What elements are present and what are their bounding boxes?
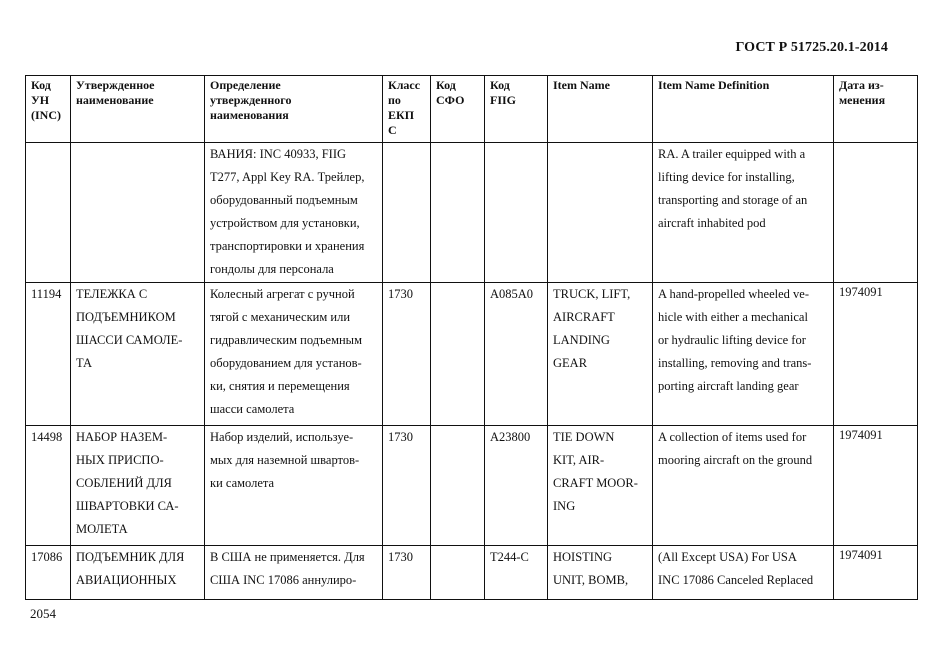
cell-class: 1730 xyxy=(383,426,431,546)
text-line: Определение xyxy=(210,78,281,92)
text-line: ПОДЪЕМНИКОМ xyxy=(76,310,176,324)
col-header-fiig xyxy=(485,76,548,143)
text-line: hicle with either a mechanical xyxy=(658,310,808,324)
cell-item-definition xyxy=(653,426,834,546)
table-row xyxy=(26,546,918,600)
text-line: НАБОР НАЗЕМ- xyxy=(76,430,168,444)
text-line: CRAFT MOOR- xyxy=(553,476,638,490)
cell-fiig: A23800 xyxy=(485,426,548,546)
text-line: оборудованием для установ- xyxy=(210,356,362,370)
text-line: A collection of items used for xyxy=(658,430,807,444)
text-line: lifting device for installing, xyxy=(658,170,795,184)
text-line: porting aircraft landing gear xyxy=(658,379,799,393)
table-row xyxy=(26,426,918,546)
text-line: Код xyxy=(490,78,510,92)
text-line: T277, Appl Key RA. Трейлер, xyxy=(210,170,365,184)
text-line: ПОДЪЕМНИК ДЛЯ xyxy=(76,550,185,564)
text-line: шасси самолета xyxy=(210,402,295,416)
text-line: Item Name xyxy=(553,78,610,92)
cell-definition xyxy=(205,143,383,283)
cell-date: 1974091 xyxy=(834,426,918,546)
text-line: США INC 17086 аннулиро- xyxy=(210,573,357,587)
cell-item-name xyxy=(548,283,653,426)
text-line: Код xyxy=(31,78,51,92)
text-line: В США не применяется. Для xyxy=(210,550,365,564)
cell-item-definition xyxy=(653,546,834,600)
col-header-class xyxy=(383,76,431,143)
cell-class: 1730 xyxy=(383,283,431,426)
cell-date xyxy=(834,143,918,283)
cell-fiig xyxy=(485,143,548,283)
table-row xyxy=(26,143,918,283)
text-line: ТА xyxy=(76,356,93,370)
text-line: (INC) xyxy=(31,108,61,122)
cell-fiig: T244-C xyxy=(485,546,548,600)
cell-name xyxy=(71,283,205,426)
cell-sfo xyxy=(431,546,485,600)
text-line: ШАССИ САМОЛЕ- xyxy=(76,333,183,347)
text-line: FIIG xyxy=(490,93,517,107)
text-line: TRUCK, LIFT, xyxy=(553,287,631,301)
col-header-inc xyxy=(26,76,71,143)
text-line: ВАНИЯ: INC 40933, FIIG xyxy=(210,147,347,161)
nomenclature-table xyxy=(25,75,918,600)
cell-fiig: A085A0 xyxy=(485,283,548,426)
cell-definition xyxy=(205,426,383,546)
cell-sfo xyxy=(431,283,485,426)
text-line: Дата из- xyxy=(839,78,884,92)
text-line: Утвержденное xyxy=(76,78,155,92)
cell-class: 1730 xyxy=(383,546,431,600)
col-header-date xyxy=(834,76,918,143)
header-row xyxy=(26,76,918,143)
cell-inc: 14498 xyxy=(26,426,71,546)
col-header-item-name xyxy=(548,76,653,143)
col-header-sfo xyxy=(431,76,485,143)
text-line: INC 17086 Canceled Replaced xyxy=(658,573,814,587)
cell-definition xyxy=(205,546,383,600)
cell-item-name xyxy=(548,546,653,600)
text-line: мых для наземной швартов- xyxy=(210,453,360,467)
text-line: ШВАРТОВКИ СА- xyxy=(76,499,179,513)
text-line: AIRCRAFT xyxy=(553,310,615,324)
text-line: оборудованный подъемным xyxy=(210,193,358,207)
text-line: TIE DOWN xyxy=(553,430,615,444)
col-header-item-definition xyxy=(653,76,834,143)
text-line: менения xyxy=(839,93,886,107)
cell-inc xyxy=(26,143,71,283)
text-line: or hydraulic lifting device for xyxy=(658,333,806,347)
cell-name xyxy=(71,426,205,546)
document-code: ГОСТ Р 51725.20.1-2014 xyxy=(735,40,888,55)
cell-item-definition xyxy=(653,143,834,283)
text-line: GEAR xyxy=(553,356,588,370)
col-header-name xyxy=(71,76,205,143)
text-line: UNIT, BOMB, xyxy=(553,573,629,587)
text-line: HOISTING xyxy=(553,550,613,564)
text-line: mooring aircraft on the ground xyxy=(658,453,813,467)
text-line: ING xyxy=(553,499,576,513)
text-line: Класс xyxy=(388,78,421,92)
text-line: RA. A trailer equipped with a xyxy=(658,147,806,161)
text-line: ки самолета xyxy=(210,476,275,490)
text-line: transporting and storage of an xyxy=(658,193,808,207)
text-line: installing, removing and trans- xyxy=(658,356,812,370)
page-number: 2054 xyxy=(30,606,56,621)
cell-date: 1974091 xyxy=(834,546,918,600)
col-header-definition xyxy=(205,76,383,143)
text-line: С xyxy=(388,123,397,137)
text-line: aircraft inhabited pod xyxy=(658,216,766,230)
text-line: гидравлическим подъемным xyxy=(210,333,362,347)
text-line: ки, снятия и перемещения xyxy=(210,379,350,393)
text-line: Код xyxy=(436,78,456,92)
text-line: устройством для установки, xyxy=(210,216,360,230)
text-line: LANDING xyxy=(553,333,610,347)
cell-sfo xyxy=(431,143,485,283)
cell-name xyxy=(71,143,205,283)
text-line: тягой с механическим или xyxy=(210,310,351,324)
text-line: Колесный агрегат с ручной xyxy=(210,287,355,301)
text-line: по xyxy=(388,93,401,107)
text-line: наименование xyxy=(76,93,154,107)
cell-inc: 11194 xyxy=(26,283,71,426)
text-line: ТЕЛЕЖКА С xyxy=(76,287,148,301)
text-line: KIT, AIR- xyxy=(553,453,605,467)
text-line: НЫХ ПРИСПО- xyxy=(76,453,164,467)
text-line: (All Except USA) For USA xyxy=(658,550,797,564)
cell-item-name xyxy=(548,426,653,546)
text-line: Item Name Definition xyxy=(658,78,770,92)
cell-definition xyxy=(205,283,383,426)
text-line: СОБЛЕНИЙ ДЛЯ xyxy=(76,476,172,490)
text-line: ЕКП xyxy=(388,108,415,122)
text-line: гондолы для персонала xyxy=(210,262,334,276)
text-line: УН xyxy=(31,93,50,107)
cell-class xyxy=(383,143,431,283)
text-line: наименования xyxy=(210,108,289,122)
table-row xyxy=(26,283,918,426)
text-line: МОЛЕТА xyxy=(76,522,128,536)
cell-item-definition xyxy=(653,283,834,426)
cell-name xyxy=(71,546,205,600)
text-line: транспортировки и хранения xyxy=(210,239,365,253)
text-line: СФО xyxy=(436,93,465,107)
cell-sfo xyxy=(431,426,485,546)
cell-date: 1974091 xyxy=(834,283,918,426)
cell-inc: 17086 xyxy=(26,546,71,600)
text-line: A hand-propelled wheeled ve- xyxy=(658,287,809,301)
cell-item-name xyxy=(548,143,653,283)
text-line: утвержденного xyxy=(210,93,292,107)
text-line: Набор изделий, используе- xyxy=(210,430,354,444)
text-line: АВИАЦИОННЫХ xyxy=(76,573,177,587)
